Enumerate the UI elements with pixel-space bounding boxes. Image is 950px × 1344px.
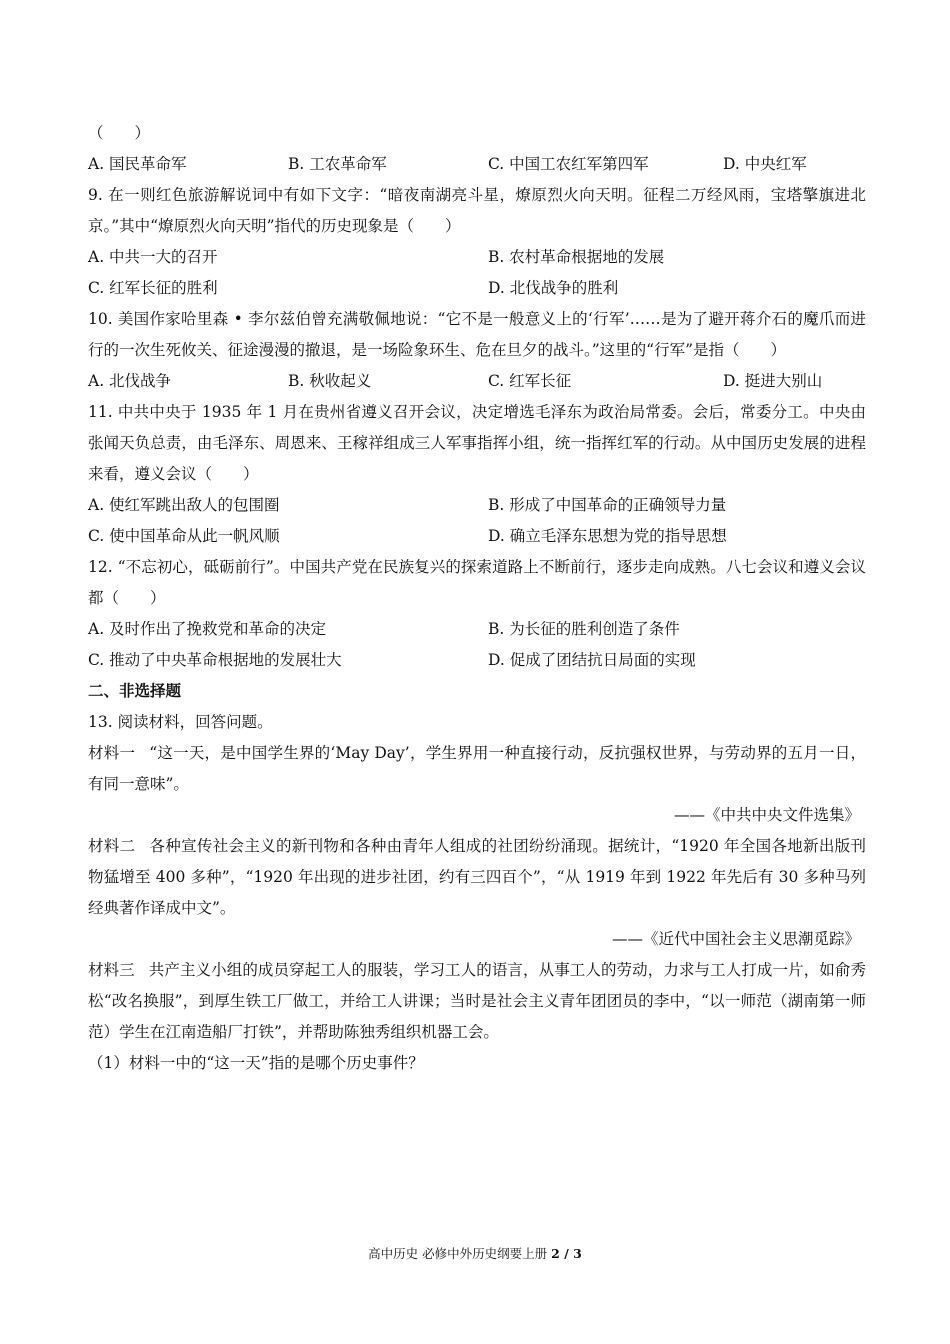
question-9-options-row2 (88, 273, 866, 304)
option-d: D. 促成了团结抗日局面的实现 (488, 651, 696, 669)
option-a: A. 中共一大的召开 (88, 248, 218, 266)
question-11-options-row1 (88, 490, 866, 521)
option-c: C. 红军长征的胜利 (88, 279, 218, 297)
question-11-stem: 11. 中共中央于 1935 年 1 月在贵州省遵义召开会议，决定增选毛泽东为政治局常委。会后，常委分工。中央由张闻天负总责，由毛泽东、周恩来、王稼祥组成三人军事指挥小组，统一指挥红军的行动。从中国历史发展的进程来看，遵义会议（ ） (88, 403, 866, 483)
option-a: A. 及时作出了挽救党和革命的决定 (88, 620, 327, 638)
material-1-label: 材料一 (88, 744, 136, 762)
material-1 (88, 738, 866, 800)
option-c: C. 中国工农红军第四军 (488, 155, 649, 173)
section-heading: 二、非选择题 (88, 682, 182, 700)
question-13-intro: 13. 阅读材料，回答问题。 (88, 713, 273, 731)
option-b: B. 工农革命军 (288, 155, 387, 173)
material-3 (88, 955, 866, 1048)
material-3-text: 共产主义小组的成员穿起工人的服装，学习工人的语言，从事工人的劳动，力求与工人打成一片，如俞秀松“改名换服”，到厚生铁工厂做工，并给工人讲课；当时是社会主义青年团团员的李中，“以一师范（湖南第一师范）学生在江南造船厂打铁”，并帮助陈独秀组织机器工会。 (88, 961, 866, 1041)
material-2 (88, 831, 866, 924)
option-b: B. 秋收起义 (288, 372, 372, 390)
option-b: B. 形成了中国革命的正确领导力量 (488, 496, 727, 514)
option-a: A. 国民革命军 (88, 155, 187, 173)
question-8-paren: （ ） (88, 124, 151, 142)
page-footer (0, 1244, 950, 1262)
material-1-source: ——《中共中央文件选集》 (673, 806, 860, 824)
option-b: B. 为长征的胜利创造了条件 (488, 620, 680, 638)
question-12-stem: 12. “不忘初心，砥砺前行”。中国共产党在民族复兴的探索道路上不断前行，逐步走向成熟。八七会议和遵义会议都（ ） (88, 558, 866, 607)
question-9-stem: 9. 在一则红色旅游解说词中有如下文字：“暗夜南湖亮斗星，燎原烈火向天明。征程二万经风雨，宝塔擎旗进北京。”其中“燎原烈火向天明”指代的历史现象是（ ） (88, 186, 866, 235)
option-c: C. 红军长征 (488, 372, 572, 390)
footer-title: 高中历史 必修中外历史纲要上册 (368, 1246, 548, 1261)
option-c: C. 使中国革命从此一帆风顺 (88, 527, 280, 545)
option-d: D. 确立毛泽东思想为党的指导思想 (488, 527, 727, 545)
option-b: B. 农村革命根据地的发展 (488, 248, 665, 266)
material-2-label: 材料二 (88, 837, 136, 855)
material-2-source: ——《近代中国社会主义思潮觅踪》 (611, 930, 860, 948)
option-d: D. 中央红军 (723, 155, 807, 173)
material-1-text: “这一天，是中国学生界的‘May Day’，学生界用一种直接行动，反抗强权世界，与劳动界的五月一日，有同一意味”。 (88, 744, 866, 793)
material-2-text: 各种宣传社会主义的新刊物和各种由青年人组成的社团纷纷涌现。据统计，“1920 年全国各地新出版刊物猛增至 400 多种”，“1920 年出现的进步社团，约有三四百个”，“从 1919 年到 1922 年先后有 30 多种马列经典著作译成中文”。 (88, 837, 866, 917)
question-13-sub-1: （1）材料一中的“这一天”指的是哪个历史事件？ (88, 1054, 424, 1072)
question-11-options-row2 (88, 521, 866, 552)
option-a: A. 使红军跳出敌人的包围圈 (88, 496, 280, 514)
option-d: D. 挺进大别山 (723, 372, 823, 390)
option-c: C. 推动了中央革命根据地的发展壮大 (88, 651, 342, 669)
question-8-options (88, 149, 866, 180)
document-body (88, 118, 866, 1079)
question-12-options-row1 (88, 614, 866, 645)
page-number: 2 / 3 (551, 1246, 582, 1261)
question-12-options-row2 (88, 645, 866, 676)
question-10-stem: 10. 美国作家哈里森 • 李尔兹伯曾充满敬佩地说：“它不是一般意义上的‘行军’……是为了避开蒋介石的魔爪而进行的一次生死攸关、征途漫漫的撤退，是一场险象环生、危在旦夕的战斗。”这里的“行军”是指（ ） (88, 310, 866, 359)
option-a: A. 北伐战争 (88, 372, 172, 390)
question-10-options (88, 366, 866, 397)
material-3-label: 材料三 (88, 961, 135, 979)
option-d: D. 北伐战争的胜利 (488, 279, 619, 297)
question-9-options-row1 (88, 242, 866, 273)
